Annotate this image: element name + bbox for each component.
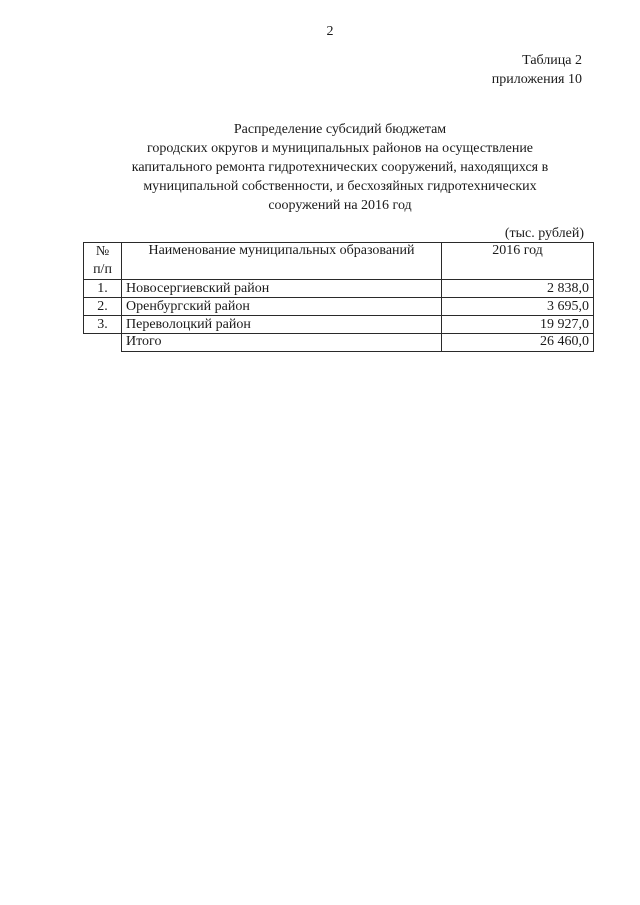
total-value: 26 460,0: [442, 334, 594, 352]
header-number-abbr: п/п: [93, 262, 112, 277]
title-line-1: Распределение субсидий бюджетам: [233, 122, 447, 137]
title-line-4: муниципальной собственности, и бесхозяйных гидротехнических: [143, 179, 537, 194]
subsidy-table: [83, 242, 594, 352]
table-row: [84, 280, 594, 298]
document-title: [40, 120, 640, 215]
table-reference-number: Таблица 2: [522, 53, 582, 68]
title-line-3: капитального ремонта гидротехнических сооружений, находящихся в: [131, 160, 549, 175]
row-name: Переволоцкий район: [122, 316, 442, 334]
header-number: [84, 243, 122, 280]
row-number: 2.: [84, 298, 122, 316]
row-number: 1.: [84, 280, 122, 298]
row-number: 3.: [84, 316, 122, 334]
table-row: [84, 316, 594, 334]
total-row: [84, 334, 594, 352]
row-value: 2 838,0: [442, 280, 594, 298]
table-row: [84, 298, 594, 316]
total-number-empty: [84, 334, 122, 352]
units-note: (тыс. рублей): [504, 226, 584, 241]
row-name: Новосергиевский район: [122, 280, 442, 298]
table-reference: [492, 51, 582, 89]
row-name: Оренбургский район: [122, 298, 442, 316]
row-value: 3 695,0: [442, 298, 594, 316]
table-reference-appendix: приложения 10: [491, 72, 582, 87]
title-line-2: городских округов и муниципальных районов на осуществление: [146, 141, 534, 156]
header-number-symbol: №: [95, 244, 110, 259]
row-value: 19 927,0: [442, 316, 594, 334]
page-number: 2: [326, 24, 334, 39]
header-name: Наименование муниципальных образований: [122, 243, 442, 280]
table-header-row: [84, 243, 594, 280]
header-year: 2016 год: [442, 243, 594, 280]
total-label: Итого: [122, 334, 442, 352]
title-line-5: сооружений на 2016 год: [268, 198, 412, 213]
